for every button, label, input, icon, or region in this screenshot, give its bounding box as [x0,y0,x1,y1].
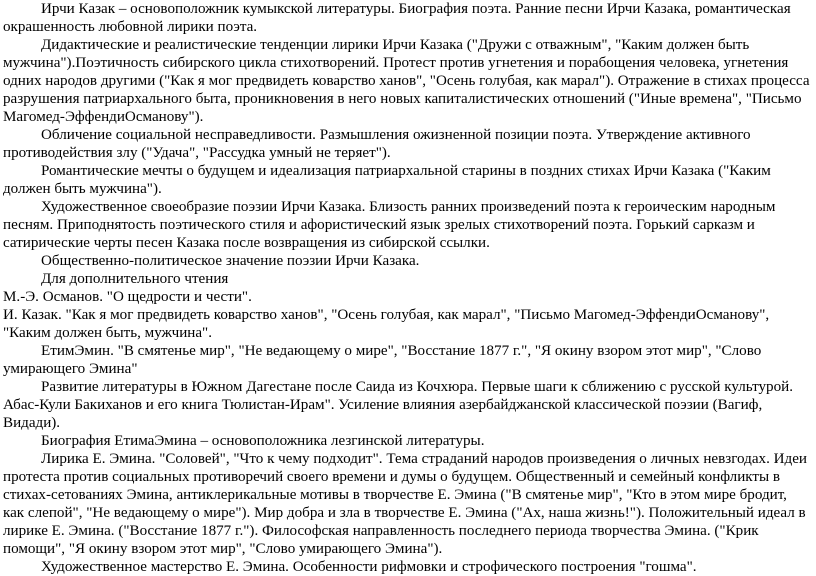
paragraph-irchi-kazak-intro: Ирчи Казак – основоположник кумыкской литературы. Биография поэта. Ранние песни Ирчи Казака, романтическая окрашенность любовной лирики поэта. [3,1,791,35]
paragraph-south-dagestan-literature: Развитие литературы в Южном Дагестане после Саида из Кочхюра. Первые шаги к сближению с русской культурой. Абас-Кули Бакиханов и его книга Тюлистан-Ирам". Усиление влияния азербайджанской классической поэзии (Вагиф, Видади). [3,379,793,431]
paragraph-emin-lyrics: Лирика Е. Эмина. "Соловей", "Что к чему подходит". Тема страданий народов произведения о личных невзгодах. Идеи протеста против социальных противоречий своего времени и думы о будущем. Общественный и семейный конфликты в стихах-сетованиях Эмина, антиклерикальные мотивы в творчестве Е. Эмина ("В смятенье мир", "Кто в этом мире бродит, как слепой", "Не ведающему о мире"). Мир добра и зла в творчестве Е. Эмина ("Ах, наша жизнь!"). Положительный идеал в лирике Е. Эмина. ("Восстание 1877 г."). Философская направленность последнего периода творчества Эмина. ("Крик помощи", "Я окину взором этот мир", "Слово умирающего Эмина"). [3,451,807,557]
paragraph-social-injustice: Обличение социальной несправедливости. Размышления ожизненной позиции поэта. Утверждение активного противодействия злу ("Удача", "Рассудка умный не теряет"). [3,127,751,161]
paragraph-reading-osmanov: М.-Э. Османов. "О щедрости и чести". [3,289,252,305]
document-page [3,0,811,576]
paragraph-didactic-tendencies: Дидактические и реалистические тенденции лирики Ирчи Казака ("Дружи с отважным", "Каким должен быть мужчина").Поэтичность сибирского цикла стихотворений. Протест против угнетения и порабощения человека, угнетения одних народов другими ("Как я мог предвидеть коварство ханов", "Осень голубая, как марал"). Отражение в стихах процесса разрушения патриархального быта, проникновения в него новых капиталистических отношений ("Иные времена", "Письмо Магомед-ЭффендиОсманову"). [3,37,810,125]
paragraph-reading-kazak: И. Казак. "Как я мог предвидеть коварство ханов", "Осень голубая, как марал", "Письмо Магомед-ЭффендиОсманову", "Каким должен быть, мужчина". [3,307,770,341]
paragraph-social-political-significance: Общественно-политическое значение поэзии Ирчи Казака. [41,253,420,269]
paragraph-emin-mastery: Художественное мастерство Е. Эмина. Особенности рифмовки и строфического построения "гошма". [41,559,697,575]
paragraph-reading-emin: ЕтимЭмин. "В смятенье мир", "Не ведающему о мире", "Восстание 1877 г.", "Я окину взором этот мир", "Слово умирающего Эмина" [3,343,762,377]
paragraph-additional-reading-heading: Для дополнительного чтения [41,271,229,287]
paragraph-romantic-dreams: Романтические мечты о будущем и идеализация патриархальной старины в поздних стихах Ирчи Казака ("Каким должен быть мужчина"). [3,163,771,197]
paragraph-emin-biography: Биография ЕтимаЭмина – основоположника лезгинской литературы. [41,433,485,449]
paragraph-artistic-originality: Художественное своеобразие поэзии Ирчи Казака. Близость ранних произведений поэта к героическим народным песням. Приподнятость поэтического стиля и афористический язык зрелых стихотворений поэта. Горький сарказм и сатирические черты песен Казака после возвращения из сибирской ссылки. [3,199,776,251]
